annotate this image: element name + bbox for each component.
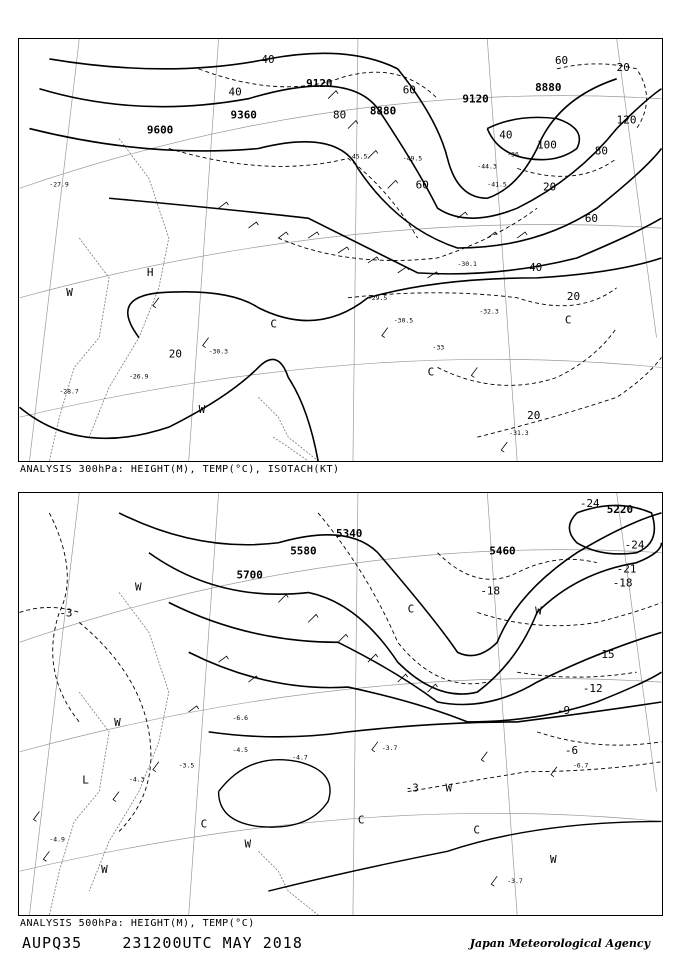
pressure-center-warm: W	[550, 853, 557, 867]
temp-label: -3.5	[178, 761, 195, 770]
temp-label: -28.7	[59, 387, 79, 396]
temp-label: -4.3	[129, 775, 145, 784]
pressure-center-cold: C	[564, 313, 572, 327]
temp-label: -4.7	[292, 753, 308, 762]
graticule	[20, 39, 662, 461]
pressure-center-cold: C	[473, 823, 480, 837]
caption-500hpa: ANALYSIS 500hPa: HEIGHT(M), TEMP(°C)	[20, 918, 255, 929]
isotherm-label: -9	[556, 703, 571, 717]
pressure-center-warm: W	[134, 580, 142, 594]
temp-label: -33	[432, 343, 445, 352]
isotherm-label: -3	[59, 606, 73, 620]
temp-label: -3.7	[507, 877, 523, 886]
map-500hpa-svg	[19, 493, 662, 915]
height-label: 5700	[236, 568, 263, 582]
temp-label: -31.3	[509, 429, 529, 438]
isotach-label: 60	[584, 212, 599, 226]
valid-time: 231200UTC MAY 2018	[122, 934, 303, 952]
height-label: 9600	[146, 123, 174, 137]
map-300hpa-svg	[19, 39, 662, 461]
height-label: 9120	[306, 76, 333, 90]
isotach-label: 40	[261, 52, 275, 66]
temp-label: -32.3	[479, 307, 499, 316]
temp-label: -41.5	[487, 180, 507, 189]
temp-label: -4.5	[232, 745, 249, 754]
isotach-label: 60	[402, 83, 416, 97]
chart-identifier	[22, 934, 303, 952]
isotach-label: 20	[168, 347, 182, 361]
isotach-label: 60	[554, 53, 569, 67]
pressure-center-warm: W	[66, 285, 73, 299]
wind-barbs	[153, 91, 527, 452]
analysis-300hpa-map	[18, 38, 663, 462]
height-label: 5220	[606, 502, 634, 516]
height-label: 9360	[230, 108, 257, 122]
pressure-center-cold: C	[200, 817, 208, 831]
temp-label: -49.5	[402, 154, 423, 163]
isotherm-label: -21	[616, 562, 637, 576]
temp-label: -29.5	[367, 293, 388, 302]
temp-label: -30.3	[208, 347, 229, 356]
isotach-label: 40	[499, 128, 513, 142]
coastline	[49, 139, 318, 461]
pressure-center-cold: C	[427, 365, 435, 379]
temp-label: -4.9	[49, 835, 65, 844]
height-label: 5580	[290, 544, 317, 558]
height-label: 8880	[535, 80, 562, 94]
height-contour-closed	[219, 760, 662, 891]
pressure-center-cold: C	[407, 602, 415, 616]
coastline	[49, 593, 318, 915]
analysis-500hpa-map	[18, 492, 663, 916]
pressure-center-warm: W	[535, 604, 542, 618]
isotach-label: 80	[594, 144, 608, 158]
isotherm-label: -15	[594, 648, 615, 662]
height-label: 8880	[369, 104, 397, 118]
isotherm-label: -24	[624, 538, 645, 552]
isotherm-label: -24	[579, 496, 600, 510]
temp-label: -45.5	[347, 152, 368, 161]
pressure-center-warm: W	[198, 403, 206, 417]
isotach-label: 40	[529, 260, 543, 274]
isotherm-label: -6	[564, 743, 579, 757]
isotach-label: 120	[616, 113, 637, 127]
temp-label: -30.1	[457, 259, 477, 268]
temp-label: -44.3	[477, 162, 497, 171]
chart-id: AUPQ35	[22, 934, 83, 952]
pressure-center-cold: C	[357, 813, 365, 827]
isotherm-label: -18	[612, 576, 633, 590]
pressure-center-high: H	[146, 265, 154, 279]
isotach-label: 20	[566, 289, 581, 303]
isotach-label: 20	[527, 409, 541, 423]
isotach-label: 20	[543, 180, 557, 194]
pressure-center-warm: W	[445, 781, 453, 795]
isotherm-label: -12	[582, 682, 603, 696]
pressure-center-warm: W	[101, 863, 108, 877]
temp-label: -6.7	[572, 761, 589, 770]
isotach-label: 40	[228, 85, 242, 99]
temp-label: -3.7	[381, 743, 398, 752]
height-label: 9120	[462, 92, 489, 106]
height-label: 5460	[489, 544, 516, 558]
isotherm-label: -3	[405, 781, 419, 795]
temp-label: -26.9	[129, 372, 149, 381]
pressure-center-warm: W	[114, 715, 121, 729]
temp-label: -27.9	[49, 180, 69, 189]
temp-label: -36	[507, 150, 519, 159]
pressure-center-low: L	[82, 773, 89, 787]
caption-300hpa: ANALYSIS 300hPa: HEIGHT(M), TEMP(°C), ISOTACH(KT)	[20, 464, 340, 475]
isotherm-label: -18	[480, 584, 501, 598]
temp-label: -6.6	[232, 713, 249, 722]
agency-name: Japan Meteorological Agency	[469, 937, 650, 950]
height-label: 5340	[336, 526, 363, 540]
temp-label: -30.5	[393, 316, 414, 325]
isotach-label: 100	[537, 138, 557, 152]
isotach-label: 20	[616, 60, 630, 74]
pressure-center-warm: W	[244, 837, 252, 851]
isotach-label: 60	[415, 178, 429, 192]
isotach-label: 80	[333, 108, 347, 122]
pressure-center-cold: C	[270, 317, 277, 331]
